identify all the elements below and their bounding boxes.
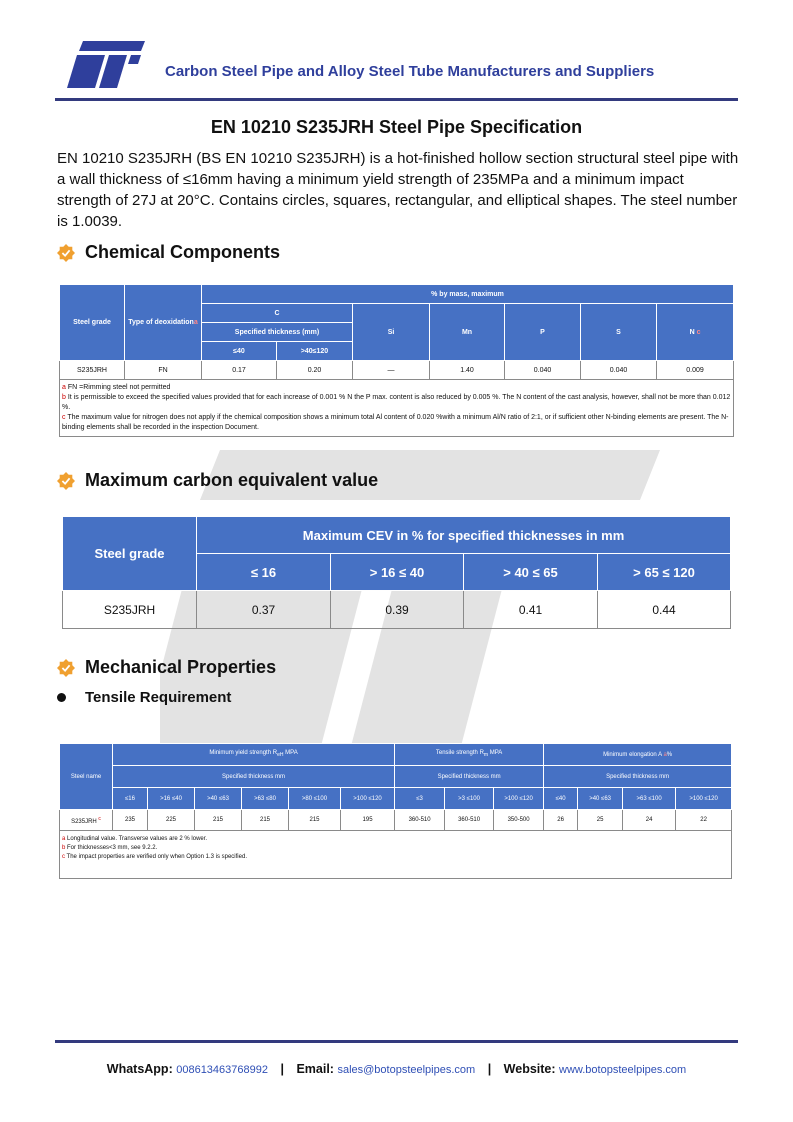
cell-tensile: 360-510: [395, 810, 445, 831]
header-yield-col: >80 ≤100: [289, 788, 341, 810]
email-link[interactable]: sales@botopsteelpipes.com: [337, 1064, 476, 1076]
note-b: b It is permissible to exceed the specified values provided that for each increase of 0.001 % N the P max. content is also reduced by 0.005 %. The N content of the cast analysis, however, shall not be more than 0.012 %.: [62, 394, 731, 411]
cell-yield: 235: [113, 810, 148, 831]
header-yield-col: >16 ≤40: [148, 788, 195, 810]
website-label: Website:: [503, 1062, 556, 1076]
note-c: c The maximum value for nitrogen does not apply if the chemical composition shows a minimum total Al content of 0.020 %with a minimum Al/N ratio of 2:1, or if sufficient other N-binding elements are present. The N-binding elements shall be recorded in the inspection Document.: [62, 414, 729, 431]
header-s: S: [581, 304, 657, 361]
tensile-notes: [60, 831, 732, 879]
cell-name: S235JRH $^c$: [60, 810, 113, 831]
check-badge-icon: [57, 472, 75, 490]
cell-si: —: [353, 361, 430, 380]
cell-yield: 215: [289, 810, 341, 831]
header-steel-grade: Steel grade: [63, 517, 197, 591]
header-thickness-tensile: Specified thickness mm: [395, 766, 544, 788]
section-heading-mechanical: Mechanical Properties: [85, 657, 277, 677]
website-link[interactable]: www.botopsteelpipes.com: [559, 1064, 687, 1076]
cell-cev-3: 0.41: [464, 591, 598, 629]
header-elongation: Minimum elongation A a%: [544, 744, 732, 766]
note-c: c The impact properties are verified only when Option 1.3 is specified.: [62, 854, 247, 860]
cell-yield: 215: [195, 810, 242, 831]
header-tensile-col: >100 ≤120: [494, 788, 544, 810]
cell-c1: 0.17: [202, 361, 277, 380]
section-heading-chemical: Chemical Components: [85, 242, 281, 262]
cell-grade: S235JRH: [60, 361, 125, 380]
chemical-table: [59, 284, 734, 437]
page-footer: [0, 1062, 793, 1076]
whatsapp-number[interactable]: 008613463768992: [176, 1064, 268, 1076]
header-c: C: [202, 304, 353, 323]
cell-elong: 24: [623, 810, 676, 831]
header-elong-col: >63 ≤100: [623, 788, 676, 810]
cell-elong: 25: [578, 810, 623, 831]
header-thick-1: ≤40: [202, 342, 277, 361]
header-cev-1: ≤ 16: [197, 554, 331, 591]
footer-divider: [55, 1040, 738, 1043]
cell-elong: 22: [676, 810, 732, 831]
header-yield-col: ≤16: [113, 788, 148, 810]
header-divider: [55, 98, 738, 101]
header-yield-col: >40 ≤63: [195, 788, 242, 810]
email-label: Email:: [296, 1062, 334, 1076]
cell-cev-4: 0.44: [598, 591, 731, 629]
section-cev: [57, 470, 378, 491]
header-tensile-col: >3 ≤100: [445, 788, 494, 810]
page-header: [55, 38, 738, 102]
note-a: a Longitudinal value. Transverse values are 2 % lower.: [62, 836, 208, 842]
header-elong-col: ≤40: [544, 788, 578, 810]
whatsapp-label: WhatsApp:: [106, 1062, 173, 1076]
table-row: [60, 361, 734, 380]
page-title: EN 10210 S235JRH Steel Pipe Specification: [210, 117, 583, 137]
section-heading-cev: Maximum carbon equivalent value: [85, 470, 379, 490]
table-row: [63, 591, 731, 629]
cell-n: 0.009: [657, 361, 734, 380]
cell-tensile: 360-510: [445, 810, 494, 831]
note-b: b For thicknesses<3 mm, see 9.2.2.: [62, 845, 158, 851]
header-yield: Minimum yield strength $R_{eH}$ MPA: [113, 744, 395, 766]
cell-yield: 225: [148, 810, 195, 831]
cell-deox: FN: [125, 361, 202, 380]
note-a: a FN =Rimming steel not permitted: [62, 384, 171, 391]
intro-paragraph: EN 10210 S235JRH (BS EN 10210 S235JRH) is a hot-finished hollow section structural steel pipe with a wall thickness of ≤16mm having a minimum yield strength of 235MPa and a minimum impact strength of 27J at 20°C. Contains circles, squares, rectangular, and elliptical shapes. The steel number is 1.0039.: [57, 150, 739, 230]
company-logo: [67, 38, 147, 90]
header-mass: % by mass, maximum: [202, 285, 734, 304]
cell-grade: S235JRH: [63, 591, 197, 629]
cell-mn: 1.40: [430, 361, 505, 380]
header-n: N c: [657, 304, 734, 361]
header-tensile: Tensile strength $R_m$ MPA: [395, 744, 544, 766]
cell-s: 0.040: [581, 361, 657, 380]
cell-c2: 0.20: [277, 361, 353, 380]
header-cev-3: > 40 ≤ 65: [464, 554, 598, 591]
chemical-notes: [60, 380, 734, 437]
tensile-bullet: [57, 689, 231, 706]
cell-tensile: 350-500: [494, 810, 544, 831]
header-elong-col: >100 ≤120: [676, 788, 732, 810]
header-thick-2: >40≤120: [277, 342, 353, 361]
cell-cev-2: 0.39: [331, 591, 464, 629]
cell-yield: 195: [341, 810, 395, 831]
tensile-table: [59, 743, 732, 879]
header-thickness: Specified thickness (mm): [202, 323, 353, 342]
header-steel-grade: Steel grade: [60, 285, 125, 361]
cell-yield: 215: [242, 810, 289, 831]
cev-table: [62, 516, 731, 629]
tensile-heading: Tensile Requirement: [85, 689, 232, 706]
header-elong-col: >40 ≤63: [578, 788, 623, 810]
cell-elong: 26: [544, 810, 578, 831]
check-badge-icon: [57, 659, 75, 677]
header-mn: Mn: [430, 304, 505, 361]
header-p: P: [505, 304, 581, 361]
footer-separator: |: [487, 1062, 492, 1076]
bullet-dot-icon: [57, 693, 66, 702]
header-cev: Maximum CEV in % for specified thicknesses in mm: [197, 517, 731, 554]
header-thickness-yield: Specified thickness mm: [113, 766, 395, 788]
header-title: Carbon Steel Pipe and Alloy Steel Tube Manufacturers and Suppliers: [165, 63, 655, 80]
section-chemical: [57, 242, 280, 263]
footer-separator: |: [280, 1062, 284, 1076]
check-badge-icon: [57, 244, 75, 262]
header-steel-name: Steel name: [60, 744, 113, 810]
table-row: [60, 810, 732, 831]
header-tensile-col: ≤3: [395, 788, 445, 810]
header-yield-col: >63 ≤80: [242, 788, 289, 810]
header-cev-4: > 65 ≤ 120: [598, 554, 731, 591]
cell-p: 0.040: [505, 361, 581, 380]
cell-cev-1: 0.37: [197, 591, 331, 629]
header-deoxidation: Type of deoxidationa: [125, 285, 202, 361]
header-yield-col: >100 ≤120: [341, 788, 395, 810]
header-cev-2: > 16 ≤ 40: [331, 554, 464, 591]
header-si: Si: [353, 304, 430, 361]
header-thickness-elong: Specified thickness mm: [544, 766, 732, 788]
section-mechanical: [57, 657, 276, 678]
